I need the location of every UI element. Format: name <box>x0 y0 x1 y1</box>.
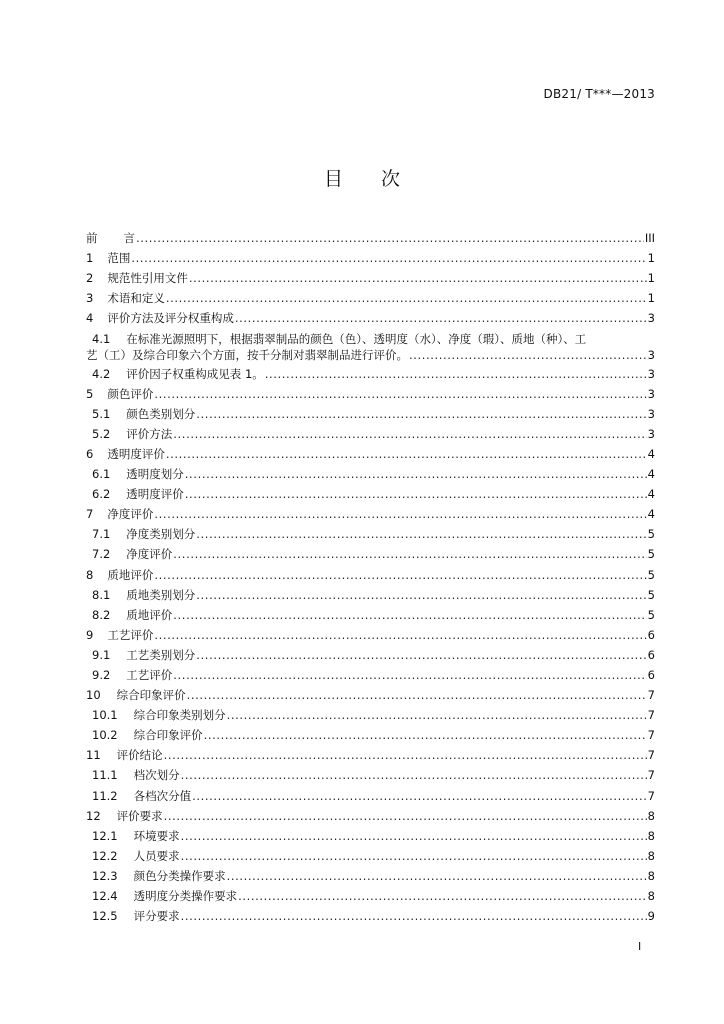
toc-entry-number: 9.2 <box>92 667 111 682</box>
toc-entry-page: 9 <box>647 909 655 924</box>
toc-entry-page: 7 <box>647 768 655 783</box>
toc-leader-dots <box>154 565 646 585</box>
toc-entry-number: 11.1 <box>92 768 118 783</box>
toc-entry[interactable] <box>86 404 655 424</box>
toc-leader-dots <box>164 806 647 826</box>
toc-entry[interactable] <box>86 268 655 288</box>
toc-entry[interactable] <box>86 484 655 504</box>
toc-leader-dots <box>196 524 646 544</box>
toc-leader-dots <box>181 826 647 846</box>
toc-leader-dots <box>189 268 647 288</box>
toc-entry-label: 透明度分类操作要求 <box>133 889 238 903</box>
toc-entry-page: 5 <box>647 567 655 582</box>
toc-entry-label: 评价要求 <box>116 808 163 823</box>
toc-entry[interactable] <box>86 363 655 383</box>
toc-entry[interactable] <box>86 886 655 906</box>
toc-entry[interactable] <box>86 745 655 765</box>
toc-entry-number: 10.1 <box>92 708 118 723</box>
document-header-code: DB21/ T***—2013 <box>543 87 655 101</box>
footer-page-number: I <box>638 940 642 953</box>
toc-entry-number: 12.3 <box>92 868 118 883</box>
toc-entry-page: 8 <box>647 848 655 863</box>
toc-entry-page: 7 <box>647 688 655 703</box>
toc-entry-page: III <box>644 231 655 246</box>
toc-entry-number: 8.1 <box>92 587 111 602</box>
toc-entry-number: 12.4 <box>92 889 118 903</box>
toc-leader-dots <box>265 364 647 384</box>
toc-entry-label: 净度评价 <box>107 507 154 522</box>
toc-leader-dots <box>173 605 646 625</box>
toc-leader-dots <box>173 544 646 564</box>
toc-title-char-1: 目 <box>323 168 343 190</box>
toc-entry-label: 净度评价 <box>126 547 173 562</box>
toc-leader-dots <box>154 504 646 524</box>
toc-entry-page: 5 <box>647 547 655 562</box>
toc-entry-label: 评价方法及评分权重构成 <box>107 311 234 326</box>
toc-leader-dots <box>173 424 646 444</box>
toc-leader-dots <box>227 705 647 725</box>
toc-entry-label: 透明度评价 <box>126 487 184 502</box>
toc-entry-number: 11 <box>86 748 101 763</box>
toc-entry-page: 8 <box>647 808 655 823</box>
toc-leader-dots <box>181 765 647 785</box>
toc-leader-dots <box>181 846 647 866</box>
toc-entry-page: 3 <box>647 386 655 401</box>
toc-entry-number: 2 <box>86 271 94 286</box>
toc-entry-label: 范围 <box>107 251 131 266</box>
toc-entry-page: 3 <box>647 311 655 326</box>
toc-entry-number: 8 <box>86 567 94 582</box>
toc-leader-dots <box>409 347 647 363</box>
toc-entry-number: 9 <box>86 627 94 642</box>
toc-entry[interactable] <box>86 384 655 404</box>
toc-entry[interactable] <box>86 906 655 926</box>
toc-entry-page: 3 <box>647 366 655 381</box>
toc-entry-label: 术语和定义 <box>107 291 165 306</box>
toc-entry[interactable] <box>86 328 655 363</box>
toc-entry[interactable] <box>86 725 655 745</box>
toc-entry[interactable] <box>86 424 655 444</box>
toc-entry-page: 7 <box>647 728 655 743</box>
toc-entry-label-continued: 艺（工）及综合印象六个方面，按千分制对翡翠制品进行评价。 <box>86 348 408 363</box>
toc-leader-dots <box>192 786 647 806</box>
toc-entry[interactable] <box>86 685 655 705</box>
toc-entry-page: 5 <box>647 527 655 542</box>
toc-entry[interactable] <box>86 248 655 268</box>
toc-entry-number: 5.2 <box>92 426 111 441</box>
toc-entry[interactable] <box>86 504 655 524</box>
toc-entry[interactable] <box>86 464 655 484</box>
toc-entry-page: 6 <box>647 647 655 662</box>
toc-entry[interactable] <box>86 524 655 544</box>
toc-entry-label: 透明度划分 <box>126 467 184 482</box>
toc-leader-dots <box>154 625 646 645</box>
toc-leader-dots <box>164 745 647 765</box>
toc-entry-number: 前 <box>86 231 98 246</box>
toc-entry-label: 评分要求 <box>133 909 180 924</box>
toc-entry-label: 质地类别划分 <box>126 587 196 602</box>
toc-leader-dots <box>166 288 647 308</box>
toc-entry[interactable] <box>86 806 655 826</box>
toc-entry-number: 8.2 <box>92 607 111 622</box>
toc-leader-dots <box>131 248 646 268</box>
toc-entry-page: 5 <box>647 607 655 622</box>
toc-entry[interactable] <box>86 826 655 846</box>
toc-entry-number: 12.5 <box>92 909 118 924</box>
toc-entry-number: 12.1 <box>92 828 118 843</box>
toc-entry-label: 工艺评价 <box>126 667 173 682</box>
toc-leader-dots <box>196 585 646 605</box>
toc-entry-label: 综合印象类别划分 <box>133 708 226 723</box>
toc-entry[interactable] <box>86 846 655 866</box>
toc-entry-label: 各档次分值 <box>133 788 192 803</box>
toc-entry[interactable] <box>86 564 655 584</box>
toc-entry-number: 11.2 <box>92 788 118 803</box>
toc-entry-page: 1 <box>647 251 655 266</box>
toc-leader-dots <box>196 645 646 665</box>
toc-leader-dots <box>173 665 646 685</box>
toc-entry-number: 10 <box>86 688 101 703</box>
toc-entry-number: 4 <box>86 311 94 326</box>
toc-entry-page: 8 <box>647 868 655 883</box>
toc-leader-dots <box>185 464 647 484</box>
toc-entry-number: 4.1 <box>92 332 111 347</box>
toc-entry-label: 评价结论 <box>116 748 163 763</box>
toc-entry-page: 4 <box>647 446 655 461</box>
toc-entry-number: 7.1 <box>92 527 111 542</box>
toc-entry-label: 评价方法 <box>126 426 173 441</box>
toc-leader-dots <box>227 866 647 886</box>
toc-entry-number: 1 <box>86 251 94 266</box>
toc-entry-label: 综合印象评价 <box>133 728 203 743</box>
toc-entry[interactable] <box>86 308 655 328</box>
toc-entry-page: 7 <box>647 788 655 803</box>
toc-entry[interactable] <box>86 544 655 564</box>
toc-leader-dots <box>238 886 647 906</box>
toc-entry-label: 颜色类别划分 <box>126 406 196 421</box>
toc-entry[interactable] <box>86 665 655 685</box>
toc-entry-page: 7 <box>647 748 655 763</box>
toc-leader-dots <box>136 228 644 248</box>
toc-entry[interactable] <box>86 625 655 645</box>
toc-leader-dots <box>185 484 647 504</box>
toc-entry-label: 综合印象评价 <box>116 688 186 703</box>
toc-entry[interactable] <box>86 866 655 886</box>
toc-entry-page: 6 <box>647 627 655 642</box>
toc-entry-label: 在标准光源照明下，根据翡翠制品的颜色（色）、透明度（水）、净度（瑕）、质地（种）、工 <box>126 332 587 347</box>
toc-entry-number: 12.2 <box>92 848 118 863</box>
toc-entry-number: 5 <box>86 386 94 401</box>
toc-leader-dots <box>154 384 646 404</box>
toc-entry-label: 规范性引用文件 <box>107 271 188 286</box>
toc-entry-number: 7.2 <box>92 547 111 562</box>
toc-entry-label: 透明度评价 <box>107 446 165 461</box>
toc-entry-label: 净度类别划分 <box>126 527 196 542</box>
toc-leader-dots <box>204 725 647 745</box>
toc-entry-label: 环境要求 <box>133 828 180 843</box>
toc-entry-number: 10.2 <box>92 728 118 743</box>
toc-entry-number: 3 <box>86 291 94 306</box>
toc-leader-dots <box>181 906 647 926</box>
toc-entry-number: 6 <box>86 446 94 461</box>
toc-title <box>0 164 724 191</box>
toc-entry[interactable] <box>86 585 655 605</box>
toc-entry[interactable] <box>86 785 655 805</box>
toc-entry-label: 言 <box>123 231 135 246</box>
toc-entry-page: 3 <box>647 406 655 421</box>
toc-entry[interactable] <box>86 705 655 725</box>
toc-entry-page: 4 <box>647 507 655 522</box>
toc-entry-label: 颜色评价 <box>107 386 154 401</box>
toc-entry-page: 7 <box>647 708 655 723</box>
toc-entry-label: 人员要求 <box>133 848 180 863</box>
toc-entry[interactable] <box>86 288 655 308</box>
toc-entry[interactable] <box>86 765 655 785</box>
toc-entry-number: 6.1 <box>92 467 111 482</box>
toc-leader-dots <box>187 685 647 705</box>
toc-leader-dots <box>166 444 647 464</box>
toc-entry-page: 3 <box>647 348 655 363</box>
toc-entry-label: 评价因子权重构成见表 1。 <box>126 366 264 381</box>
toc-leader-dots <box>196 404 646 424</box>
toc-entry-number: 5.1 <box>92 406 111 421</box>
toc-entry-page: 4 <box>647 467 655 482</box>
toc-entry-page: 1 <box>647 291 655 306</box>
toc-entry-number: 7 <box>86 507 94 522</box>
toc-entry-number: 12 <box>86 808 101 823</box>
toc-entry-number: 6.2 <box>92 487 111 502</box>
toc-entry-label: 工艺类别划分 <box>126 647 196 662</box>
toc-entry-label: 质地评价 <box>126 607 173 622</box>
toc-entry[interactable] <box>86 228 655 248</box>
toc-entry-page: 8 <box>647 889 655 903</box>
toc-leader-dots <box>235 308 647 328</box>
toc-entry-page: 1 <box>647 271 655 286</box>
toc-entry-label: 档次划分 <box>133 768 180 783</box>
toc-title-char-2: 次 <box>381 168 401 190</box>
toc-entry-page: 6 <box>647 667 655 682</box>
toc-entry[interactable] <box>86 605 655 625</box>
toc-entry-page: 5 <box>647 587 655 602</box>
toc-entry-label: 颜色分类操作要求 <box>133 868 226 883</box>
table-of-contents <box>86 228 655 926</box>
toc-entry-number: 9.1 <box>92 647 111 662</box>
toc-entry-number: 4.2 <box>92 366 111 381</box>
toc-entry-page: 8 <box>647 828 655 843</box>
toc-entry[interactable] <box>86 645 655 665</box>
toc-entry-page: 3 <box>647 426 655 441</box>
toc-entry-page: 4 <box>647 487 655 502</box>
toc-entry-label: 质地评价 <box>107 567 154 582</box>
toc-entry[interactable] <box>86 444 655 464</box>
toc-entry-label: 工艺评价 <box>107 627 154 642</box>
